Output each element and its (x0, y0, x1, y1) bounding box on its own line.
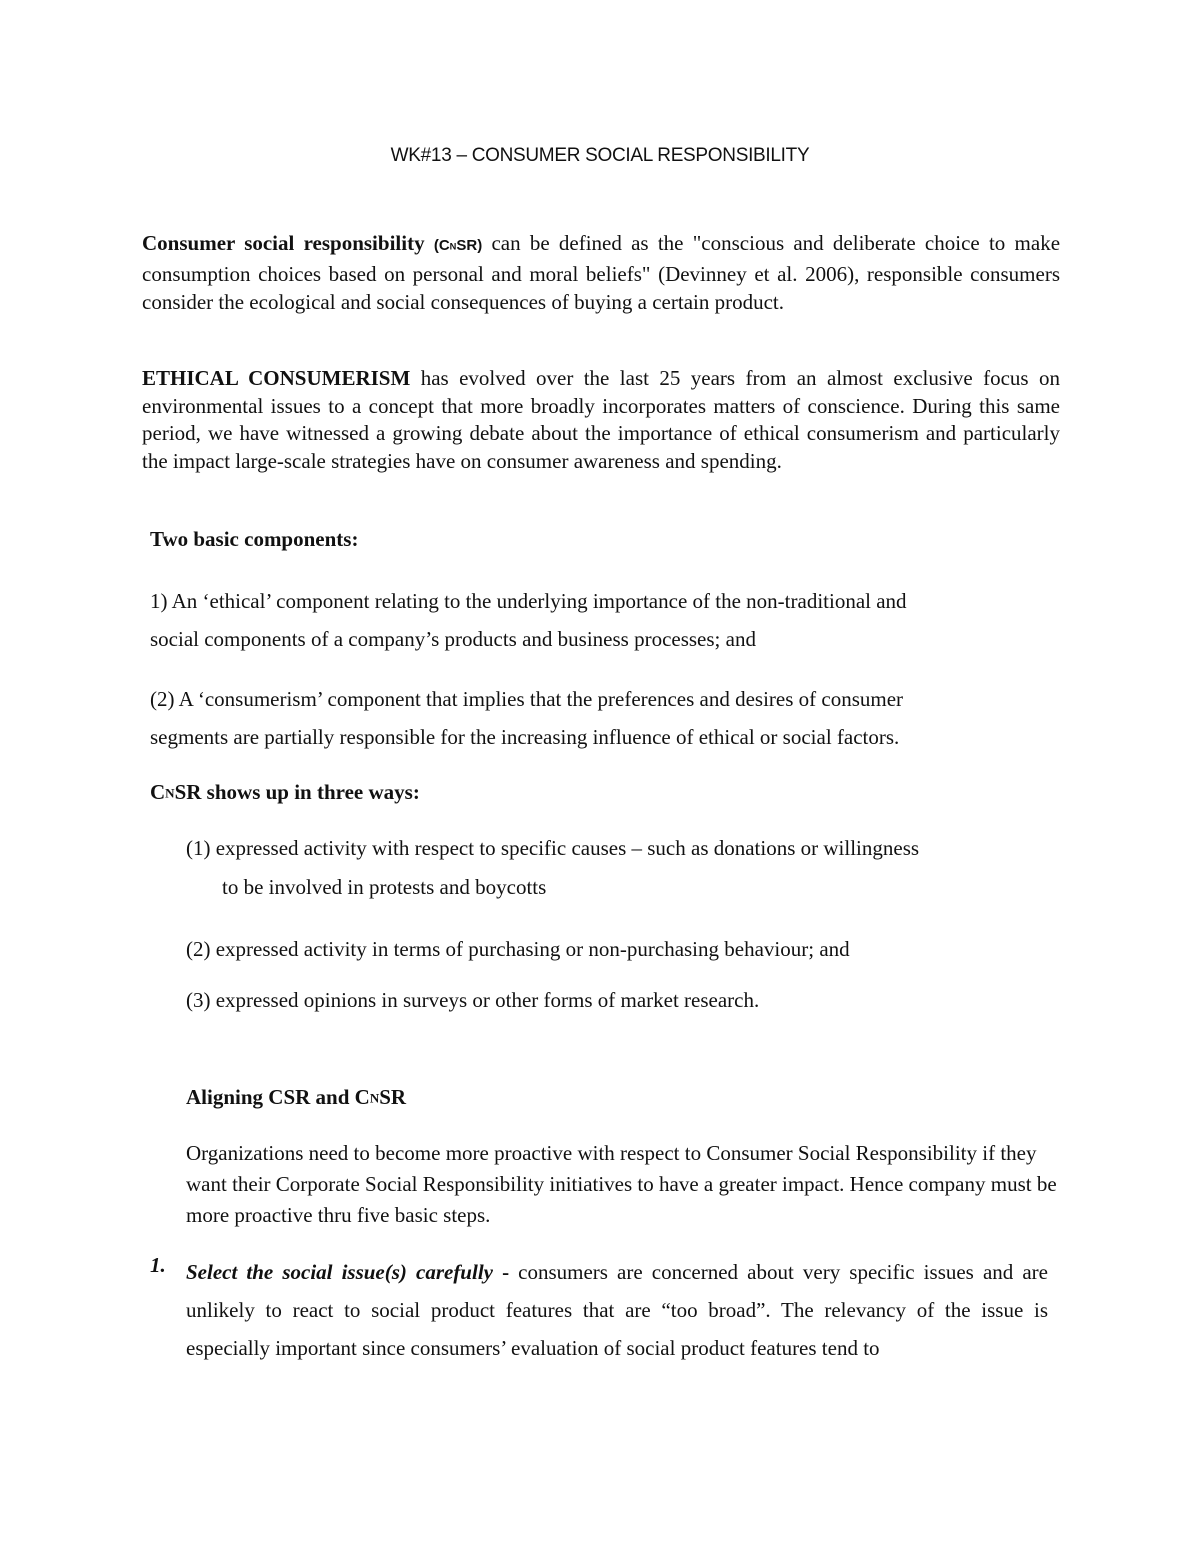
intro-paragraph (142, 230, 1060, 316)
step-1-paragraph (186, 1253, 1048, 1367)
aligning-paragraph: Organizations need to become more proactive with respect to Consumer Social Responsibility if they want their Corporate Social Responsibility initiatives to have a greater impact. Hence company must be more proactive thru five basic steps. (186, 1141, 1057, 1227)
way-item-1: (1) expressed activity with respect to specific causes – such as donations or willingness (186, 836, 920, 860)
component-item-2-line-2: segments are partially responsible for the increasing influence of ethical or social factors. (150, 725, 900, 749)
intro-term: Consumer social responsibility (142, 231, 425, 255)
step-1-number: 1. (150, 1253, 166, 1277)
aligning-heading-sub: N (369, 1090, 380, 1106)
intro-abbr-open: (C (433, 237, 450, 254)
intro-abbr-sub: N (449, 241, 457, 252)
step-1-text: consumers are concerned about very specific issues and are unlikely to react to social product features that are “too broad”. The relevancy of the issue is especially important since consumers’ evaluation of social product features tend to (186, 1260, 1048, 1360)
ethical-term: ETHICAL CONSUMERISM (142, 366, 411, 390)
aligning-heading-pre: Aligning CSR and C (186, 1085, 370, 1109)
aligning-heading-post: SR (379, 1085, 407, 1109)
component-item-1-line-1: 1) An ‘ethical’ component relating to the underlying importance of the non-traditional and (150, 589, 907, 613)
intro-text: can be defined as the "conscious and deliberate choice to make consumption choices based on personal and moral beliefs" (Devinney et al. 2006), responsible consumers consider the ecological and social consequences of buying a certain product. (142, 231, 1061, 314)
three-ways-heading (150, 780, 420, 805)
aligning-heading (186, 1085, 406, 1110)
component-item-1-line-2: social components of a company’s products and business processes; and (150, 627, 756, 651)
three-ways-heading-post: SR shows up in three ways: (174, 780, 420, 804)
intro-abbreviation (434, 237, 482, 254)
three-ways-heading-pre: C (150, 780, 166, 804)
ethical-consumerism-paragraph (142, 365, 1060, 475)
component-item-2-line-1: (2) A ‘consumerism’ component that implies that the preferences and desires of consumer (150, 687, 904, 711)
way-item-1-continued: to be involved in protests and boycotts (222, 875, 547, 899)
way-item-3: (3) expressed opinions in surveys or other forms of market research. (186, 988, 760, 1012)
components-heading: Two basic components: (150, 527, 359, 551)
intro-abbr-close: SR) (456, 237, 483, 254)
component-item-1 (150, 582, 1070, 658)
ethical-text: has evolved over the last 25 years from an almost exclusive focus on environmental issues to a concept that more broadly incorporates matters of conscience. During this same period, we have witnessed a growing debate about the importance of ethical consumerism and particularly the impact large-scale strategies have on consumer awareness and spending. (142, 366, 1060, 473)
step-1-title: Select the social issue(s) carefully (186, 1260, 493, 1284)
way-item-2: (2) expressed activity in terms of purchasing or non-purchasing behaviour; and (186, 937, 850, 961)
page-title: WK#13 – CONSUMER SOCIAL RESPONSIBILITY (390, 145, 810, 166)
step-1-dash: - (492, 1260, 519, 1284)
component-item-2 (150, 680, 1070, 756)
three-ways-heading-sub: N (165, 785, 175, 801)
